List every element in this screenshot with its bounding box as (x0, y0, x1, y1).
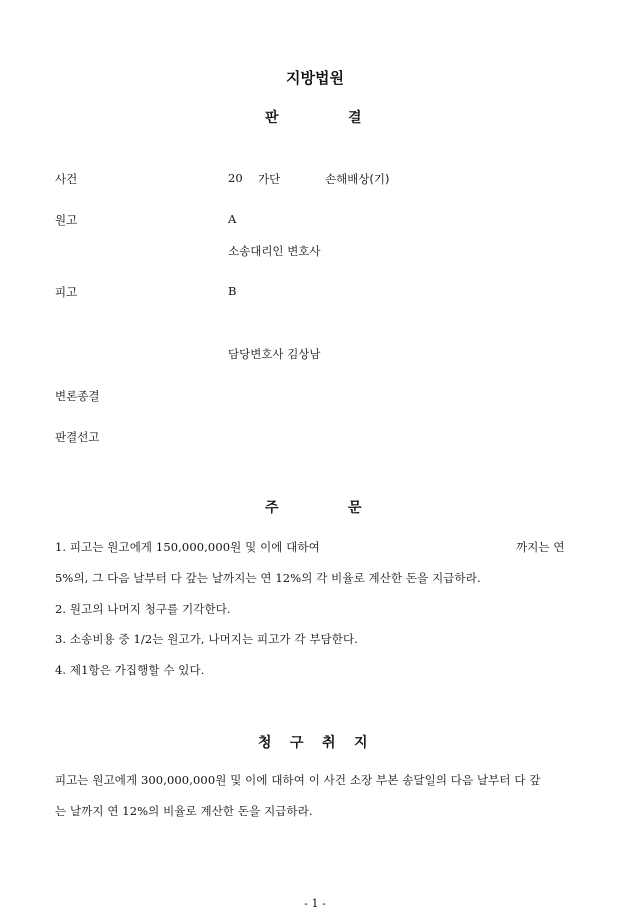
claim-line-1: 피고는 원고에게 300,000,000원 및 이에 대하여 이 사건 소장 부본 송달일의 다음 날부터 다 갚 (55, 773, 541, 787)
order-line-1a: 1. 피고는 원고에게 150,000,000원 및 이에 대하여 (55, 540, 320, 554)
order-heading-char-2: 문 (348, 500, 362, 516)
plaintiff-counsel: 소송대리인 변호사 (228, 244, 321, 258)
order-line-3: 3. 소송비용 중 1/2는 원고가, 나머지는 피고가 각 부담한다. (55, 632, 358, 646)
plaintiff-value: A (228, 212, 237, 226)
doc-title-char-2: 결 (348, 110, 362, 126)
claim-heading-char-2: 구 (290, 735, 304, 751)
case-year: 20 (228, 171, 243, 185)
order-line-4: 4. 제1항은 가집행할 수 있다. (55, 663, 205, 677)
defendant-counsel: 담당변호사 김상남 (228, 347, 321, 361)
court-name: 지방법원 (286, 69, 344, 87)
case-label: 사건 (55, 172, 78, 186)
plaintiff-label: 원고 (55, 213, 78, 227)
claim-heading-char-1: 청 (258, 735, 272, 751)
order-line-2: 2. 원고의 나머지 청구를 기각한다. (55, 602, 231, 616)
order-line-1b: 까지는 연 (516, 540, 565, 554)
doc-title-char-1: 판 (265, 110, 279, 126)
order-heading-char-1: 주 (265, 500, 279, 516)
claim-heading-char-3: 취 (322, 735, 336, 751)
order-line-1c: 5%의, 그 다음 날부터 다 갚는 날까지는 연 12%의 각 비율로 계산한 돈을 지급하라. (55, 571, 481, 585)
defendant-value: B (228, 284, 237, 298)
case-name: 손해배상(기) (325, 172, 390, 186)
claim-heading-char-4: 지 (354, 735, 368, 751)
judgment-label: 판결선고 (55, 430, 100, 444)
page-number: - 1 - (304, 897, 326, 910)
closing-label: 변론종결 (55, 389, 100, 403)
case-type: 가단 (258, 172, 281, 186)
defendant-label: 피고 (55, 285, 78, 299)
claim-line-2: 는 날까지 연 12%의 비율로 계산한 돈을 지급하라. (55, 804, 313, 818)
